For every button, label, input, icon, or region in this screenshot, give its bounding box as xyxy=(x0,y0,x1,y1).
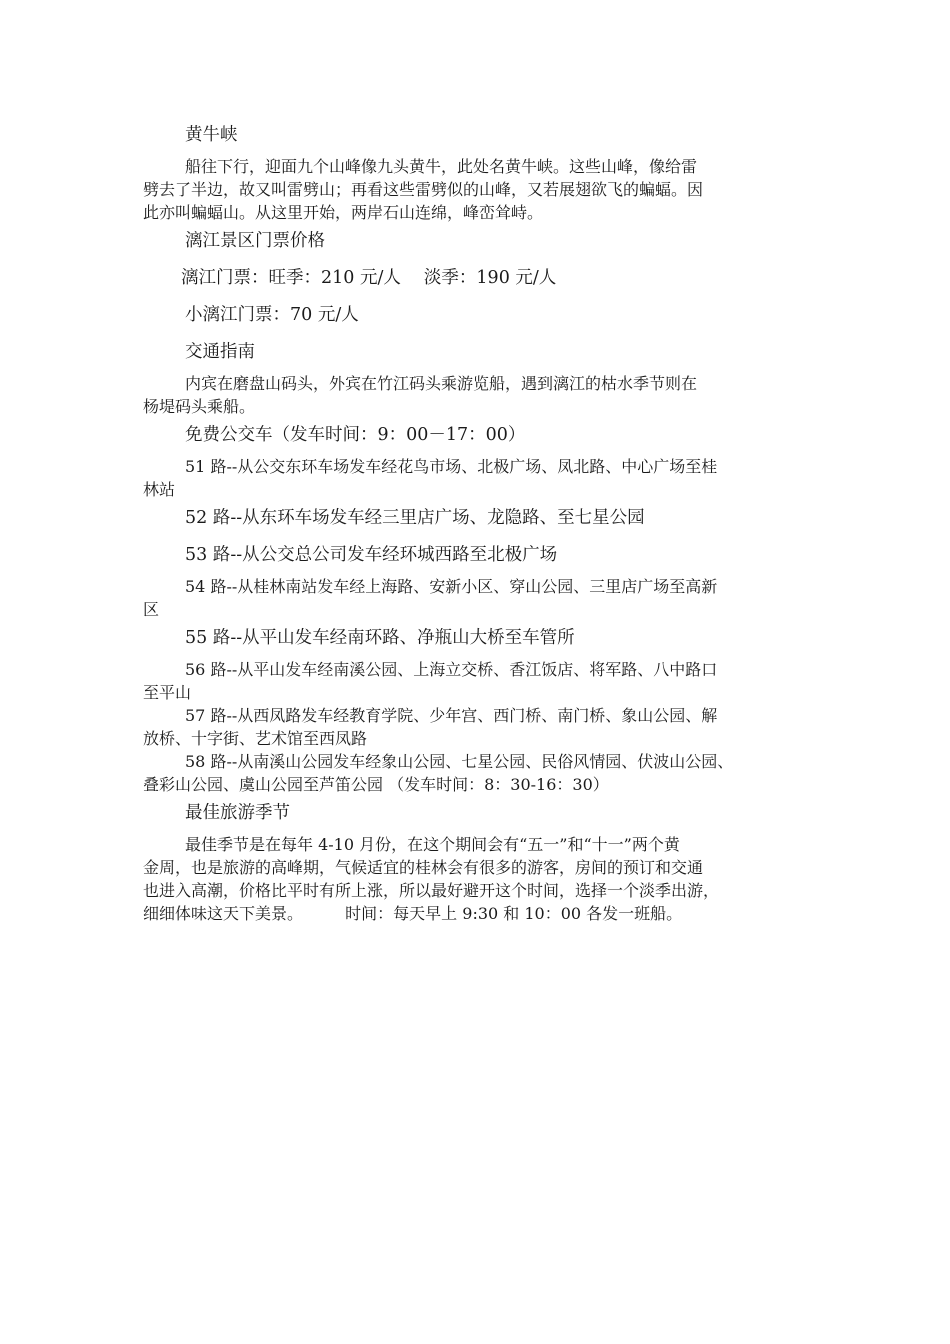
heading-transport-guide: 交通指南 xyxy=(185,342,255,362)
bus-route-52: 52 路--从东环车场发车经三里店广场、龙隐路、至七星公园 xyxy=(185,508,645,528)
bus-route-58 xyxy=(143,749,810,795)
heading-huangniu-gorge: 黄牛峡 xyxy=(185,125,238,145)
text-line: 58 路--从南溪山公园发车经象山公园、七星公园、民俗风情园、伏波山公园、 xyxy=(185,752,734,771)
heading-ticket-prices: 漓江景区门票价格 xyxy=(185,231,325,251)
text-line: 内宾在磨盘山码头，外宾在竹江码头乘游览船，遇到漓江的枯水季节则在 xyxy=(185,374,698,393)
text-line: 细细体味这天下美景。 时间：每天早上 9:30 和 10：00 各发一班船。 xyxy=(143,904,683,923)
text-line: 区 xyxy=(143,600,160,619)
free-bus-heading: 免费公交车（发车时间：9：00－17：00） xyxy=(185,425,526,445)
text-line: 叠彩山公园、虞山公园至芦笛公园 （发车时间：8：30-16：30） xyxy=(143,775,609,794)
text-line: 金周，也是旅游的高峰期，气候适宜的桂林会有很多的游客，房间的预订和交通 xyxy=(143,858,704,877)
heading-best-season: 最佳旅游季节 xyxy=(185,803,290,823)
document-body xyxy=(143,117,810,924)
text-line: 至平山 xyxy=(143,683,192,702)
ticket-xiao-lijiang: 小漓江门票：70 元/人 xyxy=(185,305,359,325)
text-line: 54 路--从桂林南站发车经上海路、安新小区、穿山公园、三里店广场至高新 xyxy=(185,577,718,596)
paragraph-boarding-info xyxy=(143,371,810,417)
text-line: 劈去了半边，故又叫雷劈山；再看这些雷劈似的山峰，又若展翅欲飞的蝙蝠。因 xyxy=(143,180,704,199)
text-line: 也进入高潮，价格比平时有所上涨，所以最好避开这个时间，选择一个淡季出游， xyxy=(143,881,720,900)
text-line: 最佳季节是在每年 4-10 月份，在这个期间会有“五一”和“十一”两个黄 xyxy=(185,835,680,854)
bus-route-53: 53 路--从公交总公司发车经环城西路至北极广场 xyxy=(185,545,558,565)
bus-route-57 xyxy=(143,703,810,749)
text-line: 杨堤码头乘船。 xyxy=(143,397,256,416)
bus-route-51 xyxy=(143,454,810,500)
text-line: 56 路--从平山发车经南溪公园、上海立交桥、香江饭店、将军路、八中路口 xyxy=(185,660,718,679)
text-line: 林站 xyxy=(143,480,176,499)
ticket-lijiang: 漓江门票：旺季：210 元/人 淡季：190 元/人 xyxy=(181,268,557,288)
text-line: 放桥、十字街、艺术馆至西凤路 xyxy=(143,729,368,748)
text-line: 船往下行，迎面九个山峰像九头黄牛，此处名黄牛峡。这些山峰，像给雷 xyxy=(185,157,698,176)
text-line: 51 路--从公交东环车场发车经花鸟市场、北极广场、凤北路、中心广场至桂 xyxy=(185,457,718,476)
text-line: 57 路--从西凤路发车经教育学院、少年宫、西门桥、南门桥、象山公园、解 xyxy=(185,706,718,725)
bus-route-54 xyxy=(143,574,810,620)
bus-route-55: 55 路--从平山发车经南环路、净瓶山大桥至车管所 xyxy=(185,628,575,648)
text-line: 此亦叫蝙蝠山。从这里开始，两岸石山连绵，峰峦耸峙。 xyxy=(143,203,544,222)
bus-route-56 xyxy=(143,657,810,703)
paragraph-huangniu-description xyxy=(143,154,810,223)
paragraph-best-season xyxy=(143,832,810,924)
